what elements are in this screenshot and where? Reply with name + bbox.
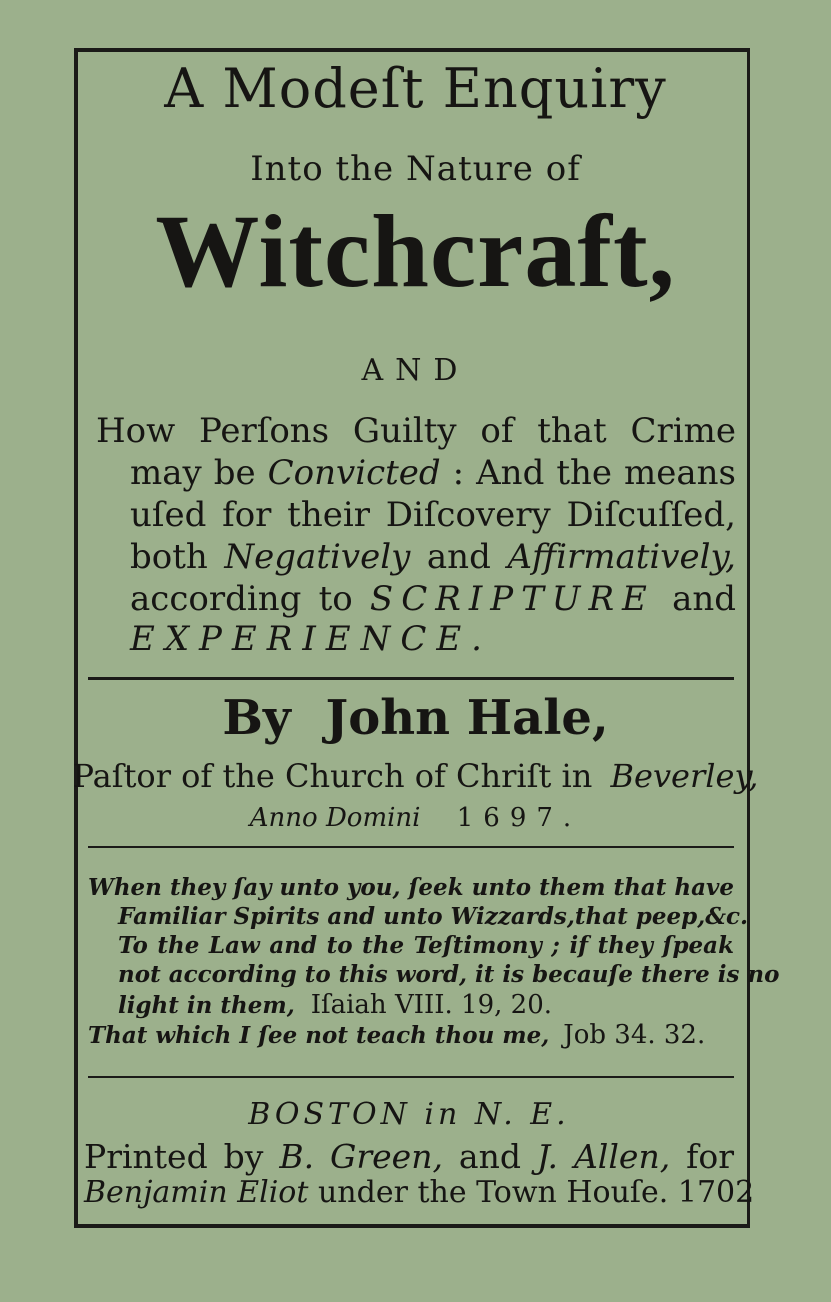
conjunction-and: AND [361,353,470,388]
divider-rule-1 [88,677,734,680]
description-line-3: uſed for their Diſcovery Diſcuſſed, [130,495,736,535]
description-line-4: both Negatively and Affirmatively, [130,537,736,577]
description-line-2: may be Convicted : And the means [130,453,736,493]
epigraph-line-6: That which I ſee not teach thou me, Job 34. 32. [88,1020,706,1050]
description-line-1: How Perſons Guilty of that Crime [96,411,736,451]
title-line-1: A Modeſt Enquiry [164,57,667,120]
description-line-5: according to SCRIPTURE and [130,579,737,619]
pastor-line: Paſtor of the Church of Chriſt in Beverley, [72,757,759,795]
title-line-2: Into the Nature of [250,149,581,189]
imprint-city: BOSTON in N. E. [248,1097,570,1132]
author-line: By John Hale, [222,690,609,746]
epigraph-line-2: Familiar Spirits and unto Wizzards,that peep,&c. [118,903,748,930]
description-line-6: EXPERIENCE. [130,619,492,659]
imprint-seller-line: Benjamin Eliot under the Town Houſe. 1702 [84,1175,755,1210]
epigraph-line-3: To the Law and to the Teſtimony ; if they ſpeak [118,932,734,959]
epigraph-line-1: When they ſay unto you, ſeek unto them that have [88,874,734,901]
imprint-printer-line: Printed by B. Green, and J. Allen, for [84,1137,734,1176]
divider-rule-3 [88,1076,734,1078]
epigraph-line-4: not according to this word, it is becauſe there is no [118,961,780,988]
main-title: Witchcraft, [155,194,676,309]
divider-rule-2 [88,846,734,848]
epigraph-line-5: light in them, Iſaiah VIII. 19, 20. [118,990,553,1020]
anno-domini-line: Anno Domini 1697. [249,803,582,833]
